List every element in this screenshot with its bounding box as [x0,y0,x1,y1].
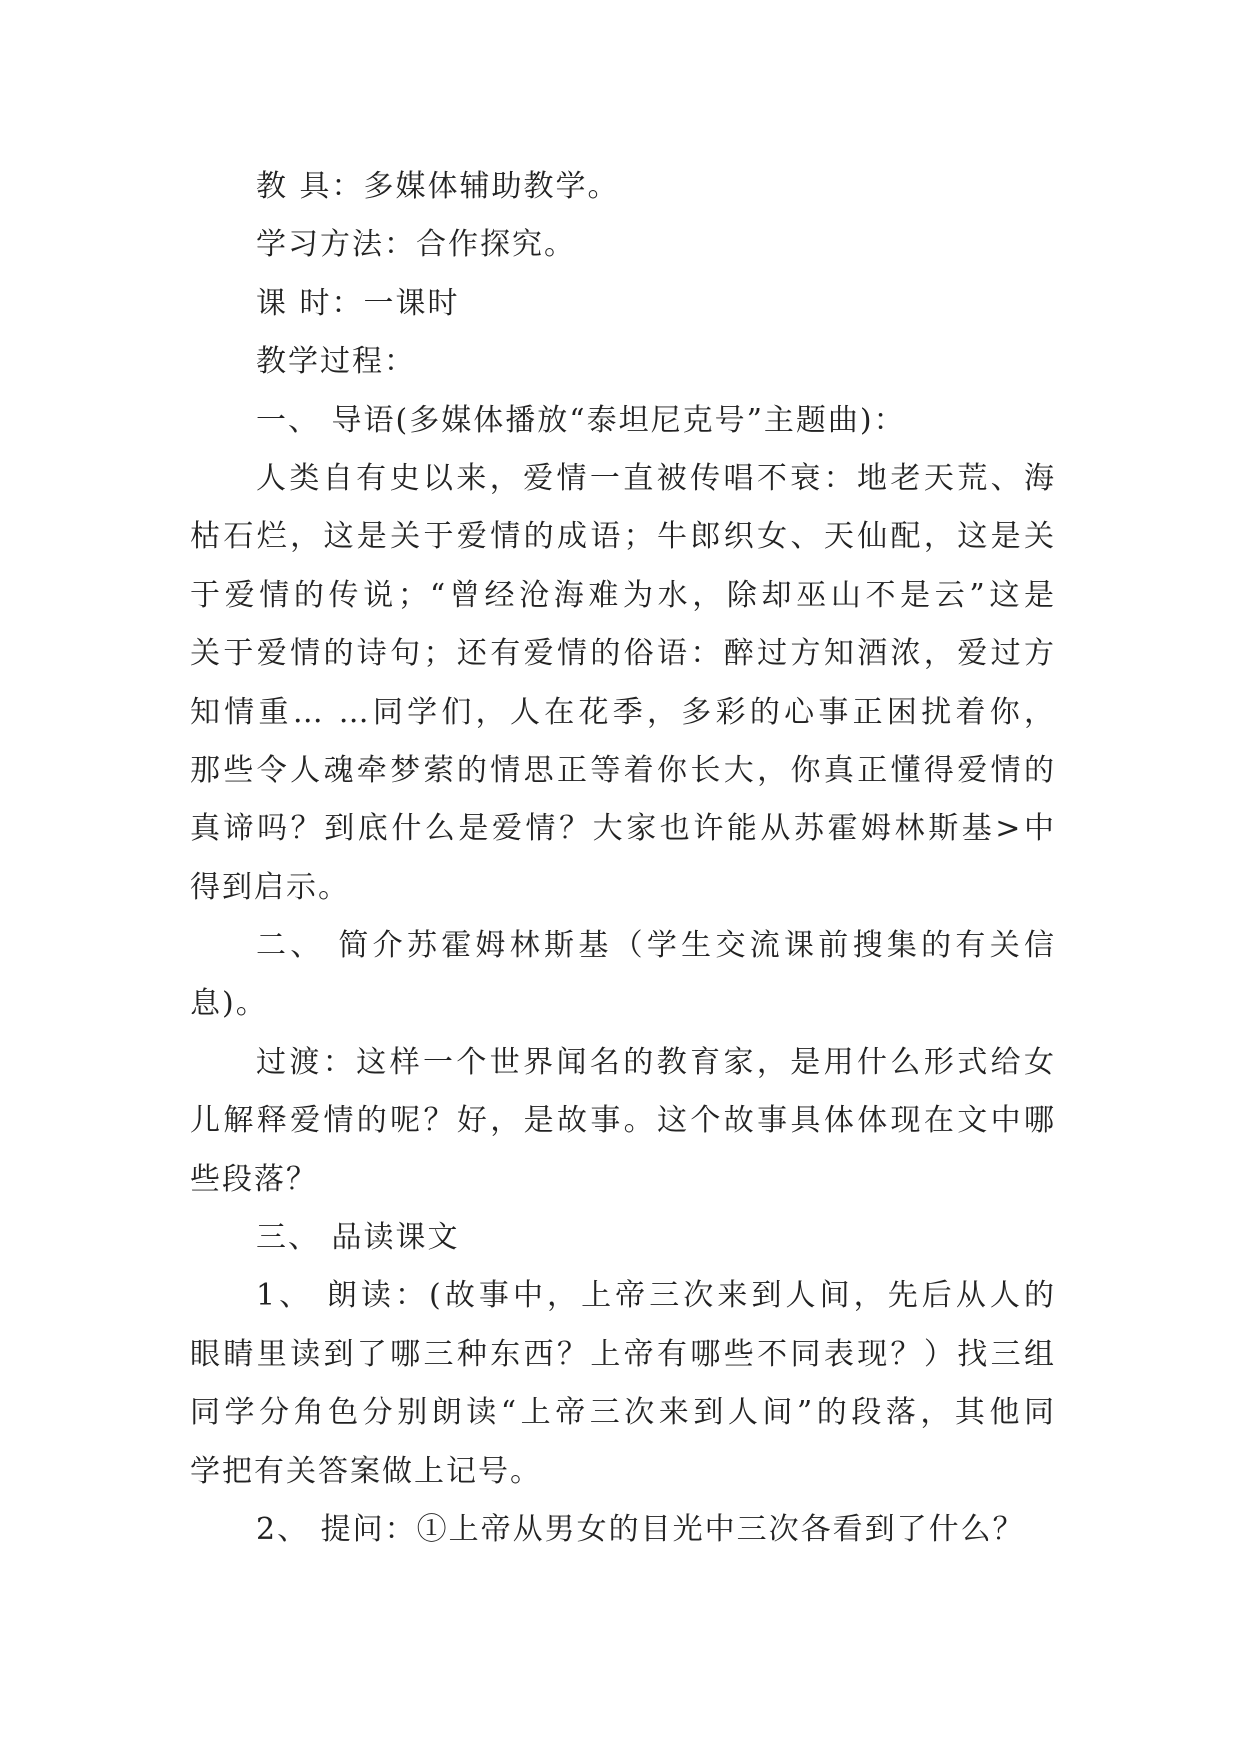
text-line: 真谛吗？到底什么是爱情？大家也许能从苏霍姆林斯基>中 [190,811,1056,847]
text-line: 1、 朗读：(故事中，上帝三次来到人间，先后从人的 [256,1278,1056,1314]
text-line: 知情重… …同学们，人在花季，多彩的心事正困扰着你， [190,694,1056,730]
text-line: 同学分角色分别朗读“上帝三次来到人间”的段落，其他同 [190,1395,1056,1431]
text-line: 得到启示。 [190,869,350,905]
section-heading: 三、 品读课文 [256,1220,460,1256]
text-line: 眼睛里读到了哪三种东西？上帝有哪些不同表现？）找三组 [190,1336,1056,1372]
text-line: 过渡：这样一个世界闻名的教育家，是用什么形式给女 [256,1044,1056,1080]
document-body [190,158,1056,1559]
text-line: 关于爱情的诗句；还有爱情的俗语：醉过方知酒浓，爱过方 [190,636,1056,672]
text-line: 教 具：多媒体辅助教学。 [256,169,620,204]
text-line: 于爱情的传说；“曾经沧海难为水，除却巫山不是云”这是 [190,577,1056,613]
text-line: 课 时：一课时 [256,285,460,321]
section-heading: 二、 简介苏霍姆林斯基（学生交流课前搜集的有关信 [256,928,1056,964]
text-line: 枯石烂，这是关于爱情的成语；牛郎织女、天仙配，这是关 [190,519,1056,555]
text-line: 学把有关答案做上记号。 [190,1453,542,1489]
text-line: 儿解释爱情的呢？好，是故事。这个故事具体体现在文中哪 [190,1103,1056,1139]
text-line: 那些令人魂牵梦萦的情思正等着你长大，你真正懂得爱情的 [190,752,1056,788]
text-line: 些段落？ [190,1161,318,1197]
section-heading: 一、 导语(多媒体播放“泰坦尼克号”主题曲)： [256,402,906,438]
text-line: 教学过程： [256,344,416,380]
text-line: 人类自有史以来，爱情一直被传唱不衰：地老天荒、海 [256,460,1056,496]
text-line: 2、 提问：①上帝从男女的目光中三次各看到了什么？ [256,1511,1025,1547]
text-line: 学习方法：合作探究。 [256,227,576,263]
text-line: 息)。 [190,986,268,1022]
